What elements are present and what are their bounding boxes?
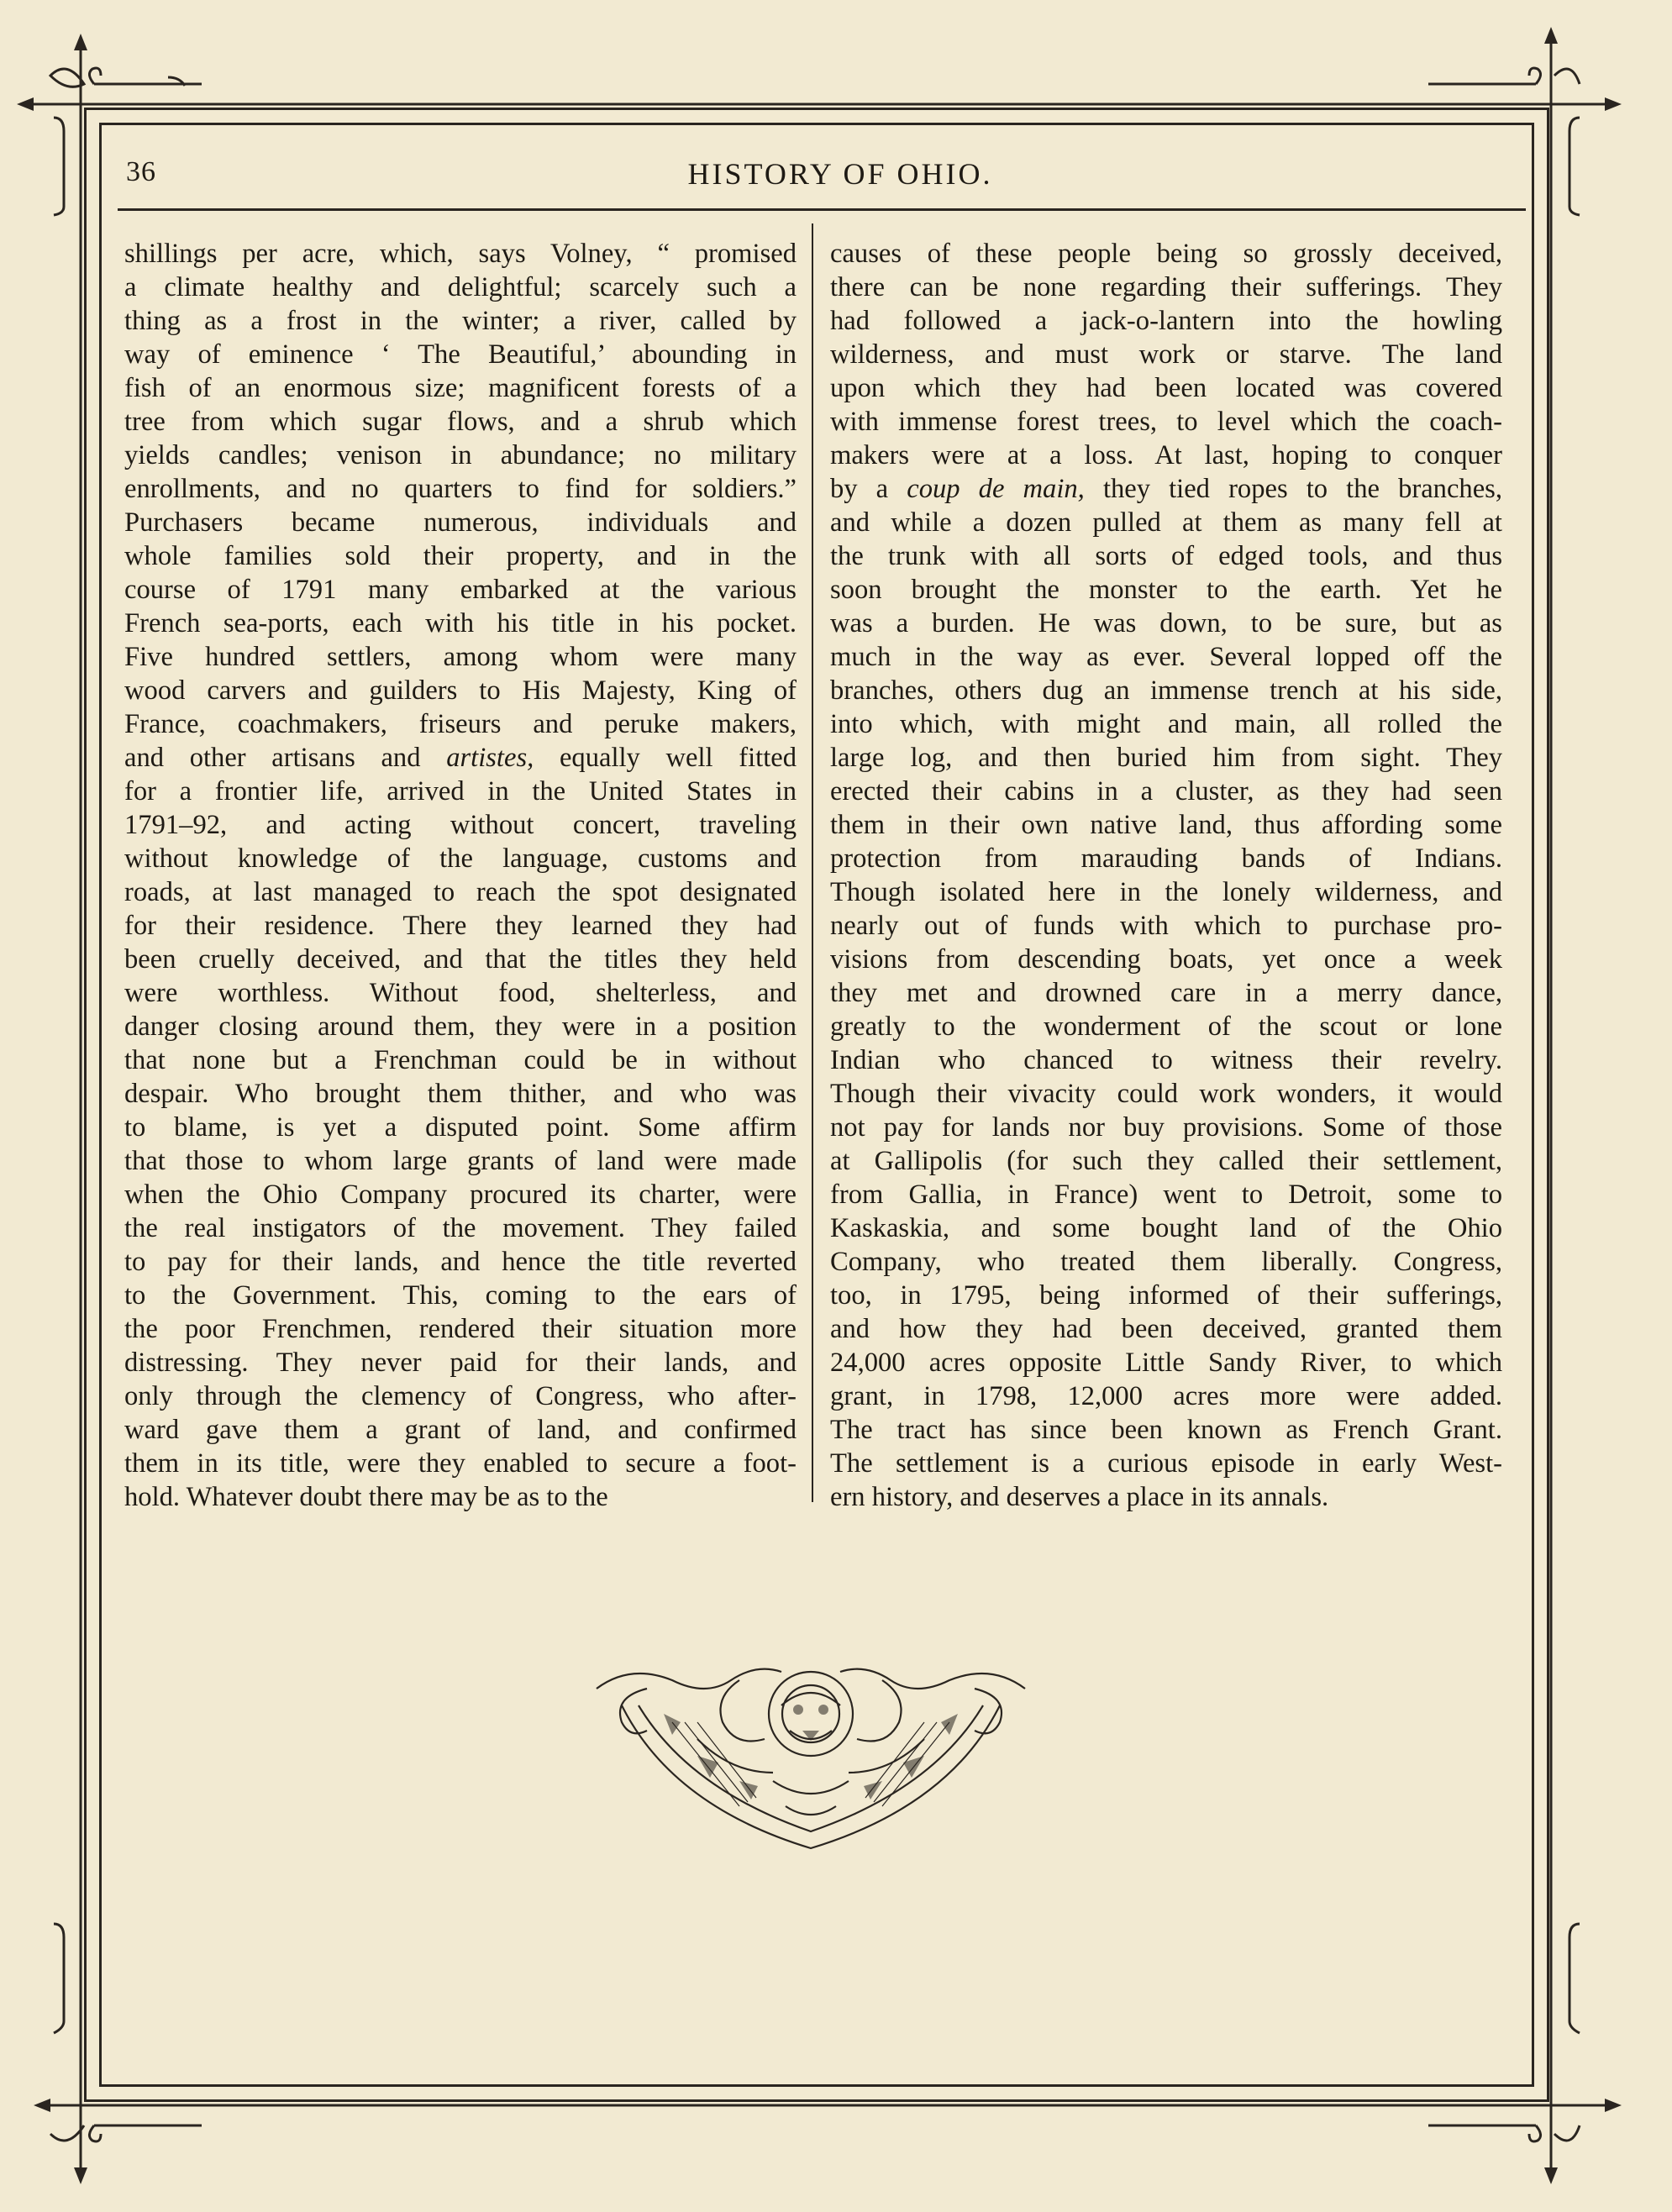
text-line: was a burden. He was down, to be sure, but as (830, 608, 1502, 638)
text-line: despair. Who brought them thither, and who was (124, 1079, 797, 1109)
text-line: 24,000 acres opposite Little Sandy River, to which (830, 1348, 1502, 1378)
text-line: much in the way as ever. Several lopped off the (830, 642, 1502, 672)
text-line: had followed a jack-o-lantern into the howling (830, 306, 1502, 336)
text-line: makers were at a loss. At last, hoping to conquer (830, 440, 1502, 470)
text-line: the poor Frenchmen, rendered their situation more (124, 1314, 797, 1344)
text-line: France, coachmakers, friseurs and peruke makers, (124, 709, 797, 739)
italic-word: artistes, (446, 743, 534, 773)
text-line: that none but a Frenchman could be in without (124, 1045, 797, 1075)
text-line: ward gave them a grant of land, and confirmed (124, 1415, 797, 1445)
text-line: with immense forest trees, to level which the coach- (830, 407, 1502, 437)
text-line: soon brought the monster to the earth. Yet he (830, 575, 1502, 605)
text-line: there can be none regarding their sufferings. They (830, 272, 1502, 302)
left-column (124, 237, 797, 1514)
text-line: Purchasers became numerous, individuals and (124, 507, 797, 538)
text-line: French sea-ports, each with his title in his pocket. (124, 608, 797, 638)
text-line: without knowledge of the language, customs and (124, 843, 797, 874)
text-line: only through the clemency of Congress, who after- (124, 1381, 797, 1411)
running-head: HISTORY OF OHIO. (687, 157, 993, 191)
text-line: and while a dozen pulled at them as many fell at (830, 507, 1502, 538)
text-line: Though isolated here in the lonely wilderness, and (830, 877, 1502, 907)
text-line: grant, in 1798, 12,000 acres more were added. (830, 1381, 1502, 1411)
text-line: been cruelly deceived, and that the titles they held (124, 944, 797, 975)
text-line: a climate healthy and delightful; scarcely such a (124, 272, 797, 302)
page-number: 36 (126, 156, 156, 187)
text-segment: they tied ropes to the branches, (1102, 474, 1502, 504)
text-line: shillings per acre, which, says Volney, “ promised (124, 239, 797, 269)
text-line: yields candles; venison in abundance; no military (124, 440, 797, 470)
text-line: enrollments, and no quarters to find for soldiers.” (124, 474, 797, 504)
text-line: hold. Whatever doubt there may be as to the (124, 1482, 608, 1512)
text-line: for a frontier life, arrived in the United States in (124, 776, 797, 807)
header-rule (118, 208, 1526, 211)
text-line: the real instigators of the movement. They failed (124, 1213, 797, 1243)
text-line: Company, who treated them liberally. Congress, (830, 1247, 1502, 1277)
text-line: Though their vivacity could work wonders, it would (830, 1079, 1502, 1109)
text-line: upon which they had been located was covered (830, 373, 1502, 403)
text-line: course of 1791 many embarked at the various (124, 575, 797, 605)
text-line: to the Government. This, coming to the ears of (124, 1280, 797, 1311)
text-segment: equally well fitted (559, 743, 797, 773)
text-line: fish of an enormous size; magnificent forests of a (124, 373, 797, 403)
text-line: that those to whom large grants of land were made (124, 1146, 797, 1176)
text-line: ern history, and deserves a place in its annals. (830, 1482, 1329, 1512)
text-line: to pay for their lands, and hence the title reverted (124, 1247, 797, 1277)
text-line: greatly to the wonderment of the scout or lone (830, 1011, 1502, 1042)
text-line: wilderness, and must work or starve. The land (830, 339, 1502, 370)
text-line: when the Ohio Company procured its charter, were (124, 1180, 797, 1210)
text-line: tree from which sugar flows, and a shrub which (124, 407, 797, 437)
text-segment: by a (830, 474, 889, 504)
text-line: were worthless. Without food, shelterless, and (124, 978, 797, 1008)
text-line: the trunk with all sorts of edged tools, and thus (830, 541, 1502, 571)
text-segment: and other artisans and (124, 743, 421, 773)
text-line: Five hundred settlers, among whom were many (124, 642, 797, 672)
text-line: them in its title, were they enabled to secure a foot- (124, 1448, 797, 1479)
text-line: into which, with might and main, all rolled the (830, 709, 1502, 739)
column-divider (812, 223, 813, 1502)
text-line-mixed (830, 472, 1502, 506)
text-line: at Gallipolis (for such they called their settlement, (830, 1146, 1502, 1176)
text-line: them in their own native land, thus affording some (830, 810, 1502, 840)
text-line: they met and drowned care in a merry dance, (830, 978, 1502, 1008)
text-line: causes of these people being so grossly deceived, (830, 239, 1502, 269)
text-line: to blame, is yet a disputed point. Some affirm (124, 1112, 797, 1143)
text-line: too, in 1795, being informed of their sufferings, (830, 1280, 1502, 1311)
text-line: thing as a frost in the winter; a river, called by (124, 306, 797, 336)
text-line: not pay for lands nor buy provisions. Some of those (830, 1112, 1502, 1143)
text-line: visions from descending boats, yet once a week (830, 944, 1502, 975)
text-line: The tract has since been known as French Grant. (830, 1415, 1502, 1445)
text-line-mixed (124, 741, 797, 775)
text-line: large log, and then buried him from sight. They (830, 743, 1502, 773)
text-line: erected their cabins in a cluster, as they had seen (830, 776, 1502, 807)
text-line: Indian who chanced to witness their revelry. (830, 1045, 1502, 1075)
text-line: branches, others dug an immense trench at his side, (830, 675, 1502, 706)
right-column (830, 237, 1502, 1514)
text-line: nearly out of funds with which to purchase pro- (830, 911, 1502, 941)
text-line: The settlement is a curious episode in early West- (830, 1448, 1502, 1479)
text-line: protection from marauding bands of Indians. (830, 843, 1502, 874)
text-line: distressing. They never paid for their lands, and (124, 1348, 797, 1378)
text-line: 1791–92, and acting without concert, traveling (124, 810, 797, 840)
tailpiece-ornament-icon (571, 1655, 1050, 1857)
text-line: Kaskaskia, and some bought land of the Ohio (830, 1213, 1502, 1243)
text-line: wood carvers and guilders to His Majesty, King of (124, 675, 797, 706)
text-line: whole families sold their property, and in the (124, 541, 797, 571)
text-line: danger closing around them, they were in a position (124, 1011, 797, 1042)
text-line: way of eminence ‘ The Beautiful,’ abounding in (124, 339, 797, 370)
text-line: for their residence. There they learned they had (124, 911, 797, 941)
text-line: roads, at last managed to reach the spot designated (124, 877, 797, 907)
italic-phrase: coup de main, (907, 474, 1085, 504)
text-line: from Gallia, in France) went to Detroit, some to (830, 1180, 1502, 1210)
text-line: and how they had been deceived, granted them (830, 1314, 1502, 1344)
